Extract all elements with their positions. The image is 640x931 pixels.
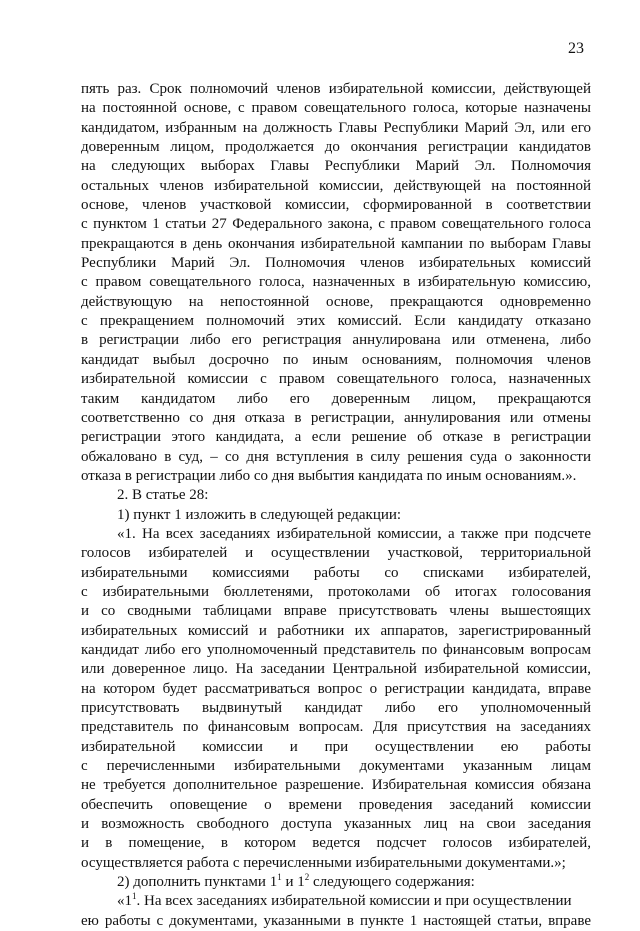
- text-line: избирательной комиссии с правом совещательного голоса, назначенных: [81, 371, 591, 388]
- text-line: с избирательными бюллетенями, протоколами об итогах голосования: [81, 583, 591, 600]
- text-line: прекращаются в день окончания избирательной кампании по выборам Главы: [81, 235, 591, 252]
- superscript: 1: [132, 891, 137, 902]
- text-line: не требуется дополнительное разрешение. Избирательная комиссия обязана: [81, 777, 591, 794]
- text-line: и в помещение, в котором ведется подсчет голосов избирателей,: [81, 835, 591, 852]
- text-line: отказа в регистрации либо со дня выбытия кандидата по иным основаниям.».: [81, 467, 577, 484]
- text-fragment: 2) дополнить пунктами 1: [117, 874, 278, 891]
- text-line: на котором будет рассматриваться вопрос о регистрации кандидата, вправе: [81, 680, 591, 697]
- text-fragment: и 1: [281, 874, 305, 891]
- text-line: регистрации этого кандидата, а если решение об отказе в регистрации: [81, 429, 591, 446]
- text-line: кандидат выбыл досрочно по иным основаниям, полномочия членов: [81, 351, 591, 368]
- body-text: [81, 80, 591, 931]
- page-number: 23: [568, 40, 584, 57]
- text-line: с пунктом 1 статьи 27 Федерального закона, с правом совещательного голоса: [81, 216, 591, 233]
- text-line: или доверенное лицо. На заседании Центральной избирательной комиссии,: [81, 661, 591, 678]
- text-line: остальных членов избирательной комиссии, действующей на постоянной: [81, 177, 591, 194]
- text-line: на постоянной основе, с правом совещательного голоса, которые назначены: [81, 100, 591, 117]
- text-line: таким кандидатом либо его доверенным лицом, прекращаются: [81, 390, 591, 407]
- text-line: присутствовать выдвинутый кандидат либо его уполномоченный: [81, 700, 591, 716]
- text-line: и со сводными таблицами вправе присутствовать члены вышестоящих: [81, 603, 591, 620]
- text-line: осуществляется работа с перечисленными избирательными документами.»;: [81, 854, 566, 871]
- text-fragment: . На всех заседаниях избирательной комиссии и при осуществлении: [136, 893, 572, 910]
- text-line: доверенным лицом, продолжается до окончания регистрации кандидатов: [81, 139, 591, 156]
- text-line: обжаловано в суд, – со дня вступления в силу решения суда о законности: [81, 448, 591, 465]
- text-line: Республики Марий Эл. Полномочия членов избирательных комиссий: [81, 255, 591, 272]
- text-fragment: «1: [117, 893, 132, 910]
- text-line: действующую на непостоянной основе, прекращаются одновременно: [81, 293, 591, 310]
- text-line: на следующих выборах Главы Республики Марий Эл. Полномочия: [81, 158, 591, 175]
- text-line: кандидатом, избранным на должность Главы Республики Марий Эл, или его: [81, 119, 591, 136]
- text-line: соответственно со дня отказа в регистрации, аннулирования или отмены: [81, 409, 591, 426]
- text-line: с перечисленными избирательными документами указанным лицам: [81, 758, 591, 775]
- text-line: избирательных комиссий и работники их аппаратов, зарегистрированный: [81, 622, 591, 639]
- text-line: ею работы с документами, указанными в пункте 1 настоящей статьи, вправе: [81, 912, 591, 929]
- text-line: «1. На всех заседаниях избирательной комиссии, а также при подсчете: [117, 525, 591, 542]
- text-line: 2. В статье 28:: [117, 487, 209, 504]
- superscript: 1: [277, 872, 282, 883]
- text-fragment: следующего содержания:: [309, 874, 475, 891]
- text-line: кандидат либо его уполномоченный представитель по финансовым вопросам: [81, 641, 591, 658]
- superscript: 2: [304, 872, 310, 883]
- text-line: [81, 873, 591, 892]
- text-line: с прекращением полномочий этих комиссий. Если кандидату отказано: [81, 313, 591, 330]
- text-line: и возможность свободного доступа указанных лиц на свои заседания: [81, 816, 591, 833]
- text-line: избирательными комиссиями работы со списками избирателей,: [81, 564, 591, 581]
- text-line: представитель по финансовым вопросам. Для присутствия на заседаниях: [81, 719, 591, 736]
- text-line: в регистрации либо его регистрация аннулирована или отменена, либо: [81, 332, 591, 349]
- text-line: голосов избирателей и осуществлении участковой, территориальной: [81, 545, 591, 562]
- text-line: с правом совещательного голоса, назначенных в избирательную комиссию,: [81, 274, 591, 291]
- text-line: обеспечить оповещение о времени проведения заседаний комиссии: [81, 796, 591, 813]
- text-line: пять раз. Срок полномочий членов избирательной комиссии, действующей: [81, 81, 591, 97]
- text-line: [81, 892, 591, 911]
- text-line: избирательной комиссии и при осуществлении ею работы: [81, 738, 591, 755]
- text-line: 1) пункт 1 изложить в следующей редакции:: [117, 506, 402, 523]
- text-line: основе, членов участковой комиссии, сформированной в соответствии: [81, 197, 591, 214]
